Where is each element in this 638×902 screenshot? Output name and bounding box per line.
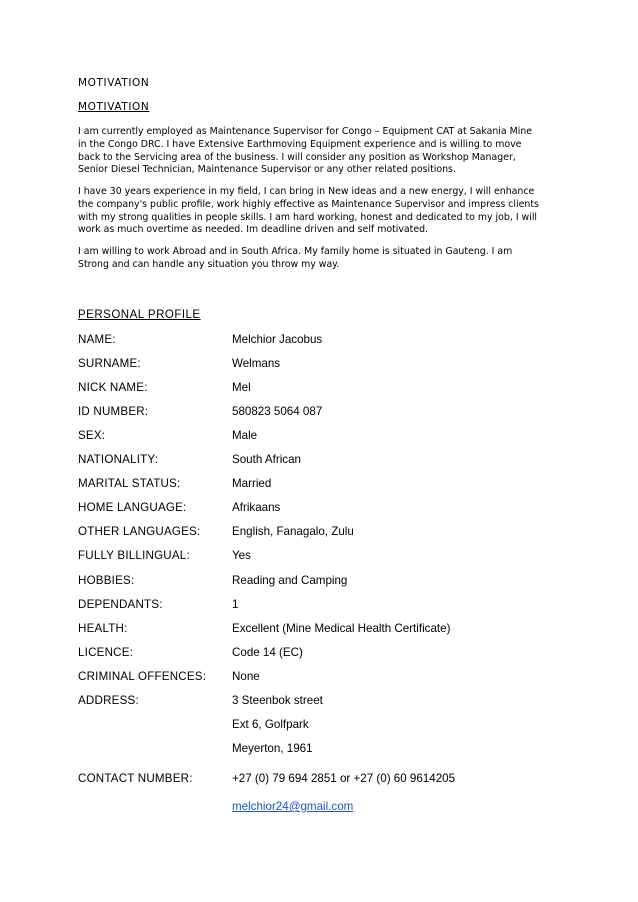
profile-row-licence: [0, 646, 638, 666]
profile-label: OTHER LANGUAGES:: [78, 525, 201, 538]
profile-value: None: [232, 670, 260, 683]
profile-label: FULLY BILLINGUAL:: [78, 549, 190, 562]
profile-label: MARITAL STATUS:: [78, 477, 181, 490]
profile-label: HOME LANGUAGE:: [78, 501, 187, 514]
profile-value: 580823 5064 087: [232, 405, 323, 418]
profile-label: NAME:: [78, 333, 116, 346]
email-link[interactable]: melchior24@gmail.com: [232, 800, 354, 813]
profile-value: South African: [232, 453, 301, 466]
profile-value: Excellent (Mine Medical Health Certificate): [232, 622, 451, 635]
profile-label: NICK NAME:: [78, 381, 148, 394]
profile-row-address-line-2: [0, 718, 638, 738]
motivation-paragraph-3: I am willing to work Abroad and in South Africa. My family home is situated in Gauteng. I am Strong and can handle any situation you throw my way.: [78, 246, 513, 270]
profile-row-health: [0, 622, 638, 642]
profile-value: Ext 6, Golfpark: [232, 718, 309, 731]
profile-value: +27 (0) 79 694 2851 or +27 (0) 60 9614205: [232, 772, 456, 785]
profile-label: NATIONALITY:: [78, 453, 159, 466]
motivation-title: MOTIVATION: [78, 77, 150, 89]
profile-row-id-number: [0, 405, 638, 425]
profile-row-marital-status: [0, 477, 638, 497]
profile-row-home-language: [0, 501, 638, 521]
profile-row-criminal-offences: [0, 670, 638, 690]
profile-label: ADDRESS:: [78, 694, 139, 707]
motivation-paragraph-1: I am currently employed as Maintenance Supervisor for Congo – Equipment CAT at Sakania Mine in the Congo DRC. I have Extensive Earthmoving Equipment experience and is willing to move back to the Servicing area of the business. I will consider any position as Workshop Manager, Senior Diesel Technician, Maintenance Supervisor or any other related positions.: [78, 126, 533, 176]
personal-profile-heading: PERSONAL PROFILE: [78, 309, 201, 321]
profile-value: Welmans: [232, 357, 281, 370]
profile-row-name: [0, 333, 638, 353]
profile-row-sex: [0, 429, 638, 449]
profile-row-surname: [0, 357, 638, 377]
profile-value: Afrikaans: [232, 501, 281, 514]
profile-row-dependants: [0, 598, 638, 618]
profile-label: DEPENDANTS:: [78, 598, 163, 611]
profile-row-hobbies: [0, 574, 638, 594]
profile-row-fully-bilingual: [0, 549, 638, 569]
profile-value: Married: [232, 477, 272, 490]
profile-label: HEALTH:: [78, 622, 128, 635]
profile-label: LICENCE:: [78, 646, 134, 659]
profile-label: HOBBIES:: [78, 574, 135, 587]
profile-value: 3 Steenbok street: [232, 694, 323, 707]
profile-row-nick-name: [0, 381, 638, 401]
profile-value: Code 14 (EC): [232, 646, 303, 659]
motivation-paragraph-2: I have 30 years experience in my field, I can bring in New ideas and a new energy, I will enhance the company's public profile, work highly effective as Maintenance Supervisor and impress clients with my strong qualities in people skills. I am hard working, honest and dedicated to my job, I will work as much overtime as needed. Im deadline driven and self motivated.: [78, 186, 539, 236]
motivation-heading: MOTIVATION: [78, 101, 150, 113]
profile-value: Meyerton, 1961: [232, 742, 313, 755]
profile-value: Male: [232, 429, 258, 442]
profile-row-contact-number: [0, 772, 638, 792]
profile-value: Yes: [232, 549, 251, 562]
profile-label: SURNAME:: [78, 357, 141, 370]
profile-value: English, Fanagalo, Zulu: [232, 525, 354, 538]
profile-value: Melchior Jacobus: [232, 333, 323, 346]
profile-row-other-languages: [0, 525, 638, 545]
profile-value: Mel: [232, 381, 251, 394]
profile-label: CRIMINAL OFFENCES:: [78, 670, 207, 683]
profile-row-address-line-3: [0, 742, 638, 762]
profile-row-address: [0, 694, 638, 714]
profile-value: 1: [232, 598, 239, 611]
profile-label: ID NUMBER:: [78, 405, 149, 418]
profile-label: CONTACT NUMBER:: [78, 772, 193, 785]
profile-value: Reading and Camping: [232, 574, 348, 587]
profile-row-nationality: [0, 453, 638, 473]
profile-label: SEX:: [78, 429, 106, 442]
